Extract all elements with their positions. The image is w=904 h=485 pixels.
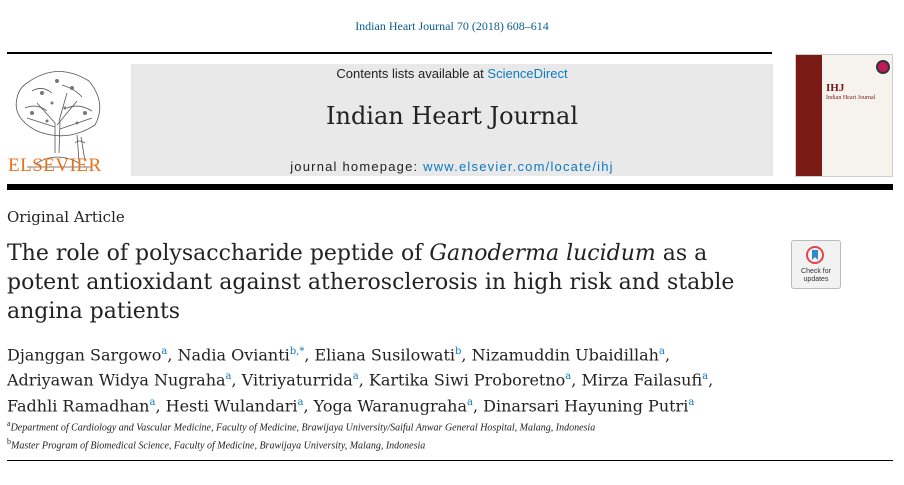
author-name[interactable]: Djanggan Sargowo: [7, 345, 162, 365]
journal-title: Indian Heart Journal: [326, 102, 578, 130]
homepage-line: [131, 159, 773, 174]
author-affiliation-marker[interactable]: a: [658, 346, 665, 357]
article-type: Original Article: [7, 208, 125, 226]
cover-spine: [796, 55, 822, 176]
author-name[interactable]: Hesti Wulandari: [165, 395, 298, 415]
affiliation-line: [7, 417, 807, 435]
author-affiliation-marker[interactable]: a: [702, 371, 709, 383]
author-name[interactable]: Mirza Failasufi: [581, 370, 703, 390]
journal-banner: [131, 64, 773, 176]
affiliations: [7, 417, 807, 454]
author-name[interactable]: Yoga Waranugraha: [313, 395, 467, 415]
author-name[interactable]: Nadia Ovianti: [177, 345, 290, 365]
section-divider: [7, 460, 893, 461]
author-name[interactable]: Kartika Siwi Proboretno: [368, 370, 566, 390]
author-affiliation-marker[interactable]: a: [688, 396, 695, 408]
title-part-2: as a potent antioxidant against atherosclerosis in high risk and stable angina patients: [7, 241, 735, 324]
author-affiliation-marker[interactable]: a: [565, 371, 572, 383]
homepage-prefix: journal homepage:: [290, 159, 424, 174]
author-affiliation-marker[interactable]: a: [466, 396, 473, 408]
author-name[interactable]: Fadhli Ramadhan: [7, 395, 150, 415]
cover-emblem-icon: [876, 60, 890, 74]
check-updates-label: Check for updates: [801, 268, 831, 283]
sciencedirect-link[interactable]: ScienceDirect: [487, 66, 568, 81]
header-rule: [7, 52, 772, 54]
header-thick-rule: [7, 184, 893, 190]
author-name[interactable]: Dinarsari Hayuning Putri: [483, 395, 689, 415]
author-list: Djanggan Sargowo$^a$, Nadia Ovianti$^{b,*}$, Eliana Susilowati$^b$, Nizamuddin Ubaidillah$^a$, Adriyawan Widya Nugraha$^a$, Vitriyaturrida$^a$, Kartika Siwi Proboretno$^a$, Mirza Failasufi$^a$, Fadhli Ramadhan$^a$, Hesti Wulandari$^a$, Yoga Waranugraha$^a$, Dinarsari Hayuning Putri$^a$: [7, 345, 714, 415]
author-name[interactable]: Eliana Susilowati: [314, 345, 456, 365]
homepage-link[interactable]: www.elsevier.com/locate/ihj: [423, 159, 614, 174]
author-affiliation-marker[interactable]: a: [297, 396, 304, 408]
title-part-1: The role of polysaccharide peptide of: [7, 241, 430, 266]
affiliation-text: Department of Cardiology and Vascular Medicine, Faculty of Medicine, Brawijaya University/Saiful Anwar General Hospital, Malang, Indonesia: [10, 422, 596, 434]
title-species: Ganoderma lucidum: [429, 241, 656, 266]
affiliation-text: Master Program of Biomedical Science, Faculty of Medicine, Brawijaya University, Malang, Indonesia: [11, 440, 426, 452]
author-name[interactable]: Vitriyaturrida: [241, 370, 353, 390]
affiliation-label: b: [7, 437, 11, 447]
author-name[interactable]: Adriyawan Widya Nugraha: [7, 370, 226, 390]
cover-subtitle: Indian Heart Journal: [826, 95, 876, 101]
article-title: [7, 239, 777, 326]
contents-prefix: Contents lists available at: [336, 66, 488, 81]
contents-line: [131, 66, 773, 81]
check-updates-icon: [806, 246, 824, 264]
author-name[interactable]: Nizamuddin Ubaidillah: [471, 345, 659, 365]
cover-title: IHJ: [826, 82, 845, 94]
affiliation-label: a: [7, 419, 11, 428]
author-affiliation-marker[interactable]: a: [161, 346, 168, 357]
author-affiliation-marker[interactable]: a: [225, 371, 232, 383]
affiliation-line: [7, 435, 807, 453]
elsevier-wordmark: ELSEVIER: [8, 155, 102, 176]
journal-citation[interactable]: Indian Heart Journal 70 (2018) 608–614: [355, 19, 549, 33]
author-affiliation-marker[interactable]: b: [455, 346, 462, 357]
journal-cover-thumbnail[interactable]: [795, 54, 893, 177]
author-affiliation-marker[interactable]: a: [352, 371, 359, 383]
author-affiliation-marker[interactable]: b,*: [289, 346, 305, 357]
author-affiliation-marker[interactable]: a: [149, 396, 156, 408]
check-for-updates-button[interactable]: [791, 240, 841, 289]
